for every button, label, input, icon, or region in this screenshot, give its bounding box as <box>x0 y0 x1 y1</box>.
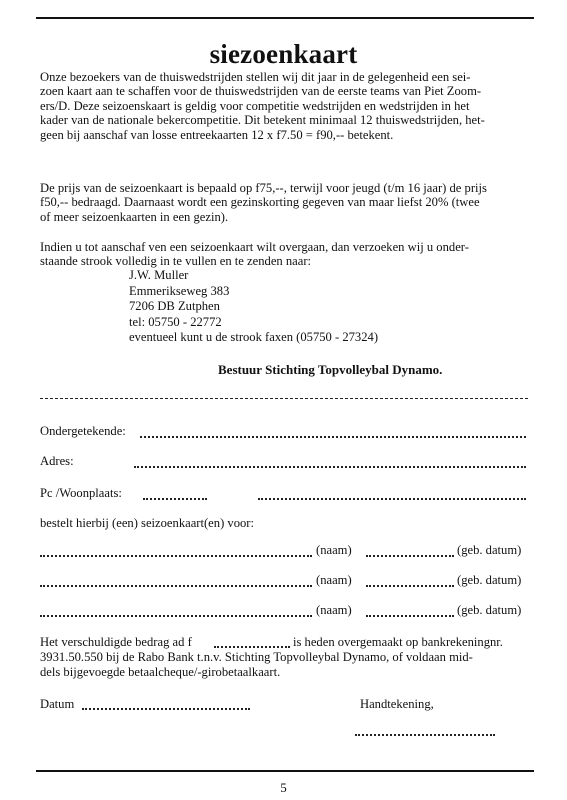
price-paragraph <box>40 181 530 224</box>
amount-field[interactable] <box>214 646 290 648</box>
intro-line: zoen kaart aan te schaffen voor de thuiswedstrijden van de eerste teams van Piet Zoom- <box>40 84 482 99</box>
geb-datum-label: (geb. datum) <box>457 543 522 557</box>
ondergetekende-label: Ondergetekende: <box>40 424 126 438</box>
geb-datum-label: (geb. datum) <box>457 603 522 617</box>
address-line: Emmerikseweg 383 <box>129 283 230 298</box>
payment-text: 3931.50.550 bij de Rabo Bank t.n.v. Stichting Topvolleybal Dynamo, of voldaan mid- <box>40 650 473 664</box>
address-block <box>129 268 378 346</box>
address-line: tel: 05750 - 22772 <box>129 314 222 329</box>
birthdate-field-2[interactable] <box>366 585 454 587</box>
bottom-rule <box>36 770 534 772</box>
adres-label: Adres: <box>40 454 74 468</box>
naam-label: (naam) <box>316 543 352 557</box>
instruction-paragraph <box>40 240 530 269</box>
intro-line: ers/D. Deze seizoenskaart is geldig voor competitie wedstrijden en wedstrijden in het <box>40 98 470 113</box>
cut-line <box>40 398 528 399</box>
naam-label: (naam) <box>316 603 352 617</box>
payment-amount-label: Het verschuldigde bedrag ad f <box>40 635 192 649</box>
bestelt-label: bestelt hierbij (een) seizoenkaart(en) voor: <box>40 516 254 530</box>
intro-paragraph <box>40 70 530 142</box>
birthdate-field-3[interactable] <box>366 615 454 617</box>
adres-field[interactable] <box>134 466 526 468</box>
payment-text: is heden overgemaakt op bankrekeningnr. <box>293 635 503 649</box>
name-field-1[interactable] <box>40 555 312 557</box>
intro-line: Onze bezoekers van de thuiswedstrijden stellen wij dit jaar in de gelegenheid een sei- <box>40 70 471 84</box>
naam-label: (naam) <box>316 573 352 587</box>
birthdate-field-1[interactable] <box>366 555 454 557</box>
top-rule <box>36 17 534 19</box>
page-title: siezoenkaart <box>209 39 358 69</box>
instruction-line: Indien u tot aanschaf ven een seizoenkaart wilt overgaan, dan verzoeken wij u onder- <box>40 240 469 254</box>
name-field-3[interactable] <box>40 615 312 617</box>
price-line: of meer seizoenkaarten in een gezin). <box>40 209 229 224</box>
address-line: J.W. Muller <box>129 268 189 282</box>
intro-line: geen bij aanschaf van losse entreekaarten 12 x f7.50 = f90,-- betekent. <box>40 127 394 142</box>
address-line: 7206 DB Zutphen <box>129 299 220 314</box>
name-field-2[interactable] <box>40 585 312 587</box>
price-line: De prijs van de seizoenkaart is bepaald op f75,--, terwijl voor jeugd (t/m 16 jaar) de prijs <box>40 181 487 195</box>
woonplaats-label: Pc /Woonplaats: <box>40 486 122 500</box>
ondergetekende-field[interactable] <box>140 436 526 438</box>
woonplaats-field[interactable] <box>258 498 526 500</box>
datum-field[interactable] <box>82 708 250 710</box>
handtekening-label: Handtekening, <box>360 697 434 711</box>
payment-text: dels bijgevoegde betaalcheque/-girobetaalkaart. <box>40 665 281 679</box>
datum-label: Datum <box>40 697 75 711</box>
geb-datum-label: (geb. datum) <box>457 573 522 587</box>
board-signature: Bestuur Stichting Topvolleybal Dynamo. <box>218 362 443 377</box>
intro-line: kader van de nationale bekercompetitie. Dit betekent minimaal 12 thuiswedstrijden, het- <box>40 113 485 128</box>
page-number: 5 <box>280 780 287 795</box>
price-line: f50,-- bedraagd. Daarnaast wordt een gezinskorting gegeven van maar liefst 20% (twee <box>40 195 480 210</box>
postcode-field[interactable] <box>143 498 207 500</box>
signature-field[interactable] <box>355 734 495 736</box>
address-line: eventueel kunt u de strook faxen (05750 - 27324) <box>129 330 379 345</box>
instruction-line: staande strook volledig in te vullen en te zenden naar: <box>40 254 312 269</box>
